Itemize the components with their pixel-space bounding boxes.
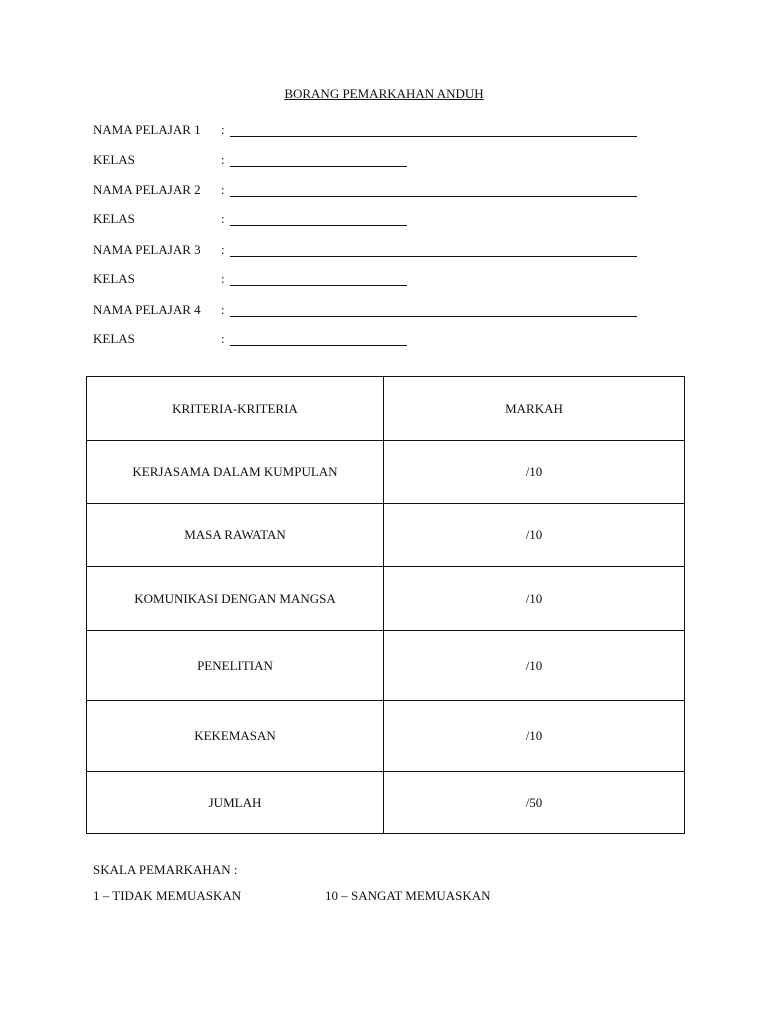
blank-line: [230, 136, 637, 137]
table-row: [87, 631, 685, 701]
criteria-cell: JUMLAH: [87, 772, 384, 834]
field-colon: :: [221, 211, 225, 226]
table-row: [87, 772, 685, 834]
table-row: [87, 701, 685, 772]
blank-line: [230, 316, 637, 317]
blank-line: [230, 225, 407, 226]
blank-line: [230, 166, 407, 167]
form-title: BORANG PEMARKAHAN ANDUH: [284, 86, 484, 101]
blank-line: [230, 345, 407, 346]
field-colon: :: [221, 331, 225, 346]
scale-low: 1 – TIDAK MEMUASKAN: [93, 888, 242, 903]
scale-legend: [93, 888, 693, 906]
field-label: NAMA PELAJAR 3: [93, 242, 201, 257]
field-label: KELAS: [93, 211, 135, 226]
field-label: KELAS: [93, 152, 135, 167]
mark-cell: /10: [384, 631, 685, 701]
blank-line: [230, 256, 637, 257]
field-colon: :: [221, 271, 225, 286]
field-label: NAMA PELAJAR 1: [93, 122, 201, 137]
table-row: [87, 504, 685, 567]
scale-title: SKALA PEMARKAHAN :: [93, 862, 238, 877]
table-header-row: [87, 377, 685, 441]
blank-line: [230, 285, 407, 286]
field-colon: :: [221, 122, 225, 137]
table-row: [87, 441, 685, 504]
scale-high: 10 – SANGAT MEMUASKAN: [325, 888, 491, 903]
criteria-cell: PENELITIAN: [87, 631, 384, 701]
criteria-table: [86, 376, 685, 834]
field-label: NAMA PELAJAR 4: [93, 302, 201, 317]
table-row: [87, 567, 685, 631]
criteria-cell: MASA RAWATAN: [87, 504, 384, 567]
field-colon: :: [221, 152, 225, 167]
field-colon: :: [221, 182, 225, 197]
field-label: NAMA PELAJAR 2: [93, 182, 201, 197]
mark-cell: /10: [384, 567, 685, 631]
marks-header: MARKAH: [384, 377, 685, 441]
field-label: KELAS: [93, 331, 135, 346]
mark-cell: /50: [384, 772, 685, 834]
field-colon: :: [221, 242, 225, 257]
criteria-header: KRITERIA-KRITERIA: [87, 377, 384, 441]
blank-line: [230, 196, 637, 197]
mark-cell: /10: [384, 441, 685, 504]
mark-cell: /10: [384, 701, 685, 772]
criteria-cell: KERJASAMA DALAM KUMPULAN: [87, 441, 384, 504]
field-colon: :: [221, 302, 225, 317]
criteria-cell: KEKEMASAN: [87, 701, 384, 772]
field-label: KELAS: [93, 271, 135, 286]
mark-cell: /10: [384, 504, 685, 567]
criteria-cell: KOMUNIKASI DENGAN MANGSA: [87, 567, 384, 631]
